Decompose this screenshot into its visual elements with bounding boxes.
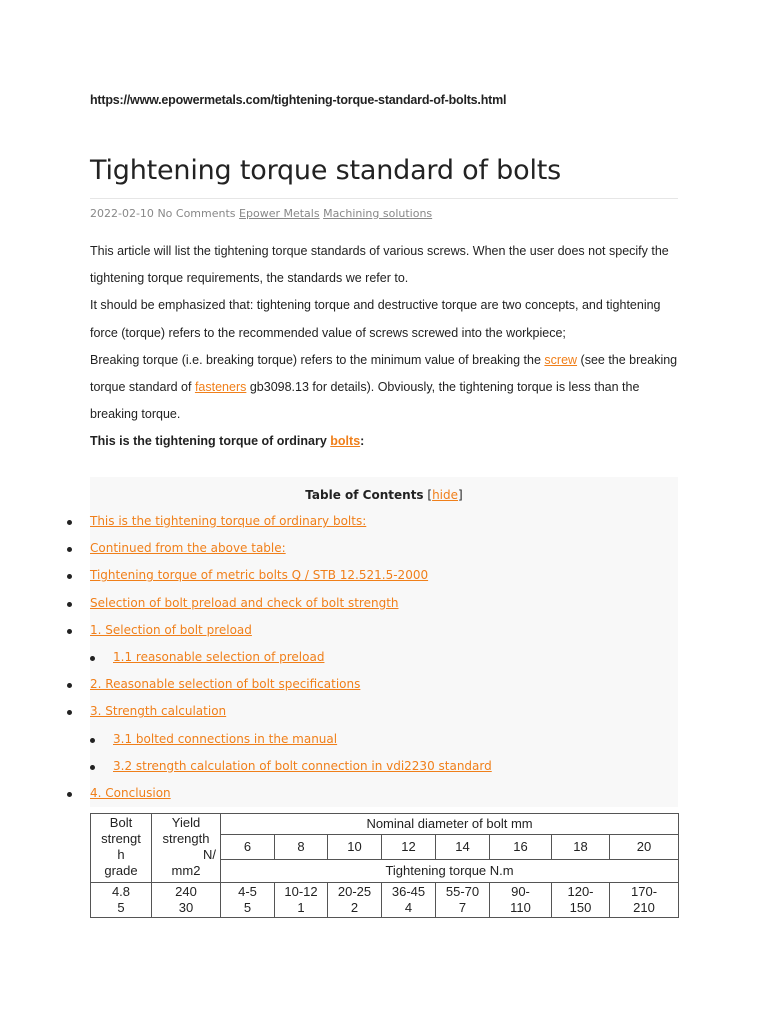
fasteners-link[interactable]: fasteners xyxy=(194,380,247,395)
bullet-icon xyxy=(67,574,72,579)
bolts-link[interactable]: bolts xyxy=(330,434,361,449)
cell-line: 36-45 xyxy=(391,884,426,899)
toc-title-text: Table of Contents xyxy=(305,488,424,502)
screw-link[interactable]: screw xyxy=(544,352,578,367)
cell-line: 210 xyxy=(633,900,655,915)
torque-cell xyxy=(436,883,490,918)
toc-link[interactable]: Selection of bolt preload and check of bolt strength xyxy=(90,595,399,610)
cell-line: 120- xyxy=(567,884,594,899)
section-heading-colon: : xyxy=(360,434,365,449)
category-link[interactable]: Machining solutions xyxy=(323,207,433,220)
cell-line: 2 xyxy=(350,900,359,915)
bullet-icon xyxy=(67,547,72,552)
torque-cell xyxy=(490,883,552,918)
torque-cell xyxy=(552,883,610,918)
cell-line: 1 xyxy=(297,900,305,915)
toc-link[interactable]: 1. Selection of bolt preload xyxy=(90,622,252,637)
toc-link[interactable]: 4. Conclusion xyxy=(90,785,171,800)
cell-line: 20-25 xyxy=(337,884,372,899)
source-url: https://www.epowermetals.com/tightening-torque-standard-of-bolts.html xyxy=(90,93,507,107)
grade-header-line: grade xyxy=(104,863,138,878)
author-link[interactable]: Epower Metals xyxy=(239,207,320,220)
bullet-icon xyxy=(67,792,72,797)
cell-line: 4-5 xyxy=(238,884,257,899)
torque-cell xyxy=(275,883,328,918)
grade-header-line: Bolt xyxy=(109,815,133,830)
torque-cell xyxy=(221,883,275,918)
diameter-cell: 16 xyxy=(490,835,552,860)
bullet-icon xyxy=(90,738,95,743)
cell-line: 170- xyxy=(631,884,658,899)
toc-bracket-open: [ xyxy=(423,488,433,502)
bullet-icon xyxy=(67,520,72,525)
post-meta xyxy=(90,207,432,220)
bullet-icon xyxy=(67,683,72,688)
bullet-icon xyxy=(67,602,72,607)
page-title: Tightening torque standard of bolts xyxy=(90,155,561,186)
toc-hide-toggle[interactable]: hide xyxy=(432,488,459,502)
article-paragraph-3 xyxy=(90,347,685,429)
header-bolt-grade xyxy=(91,814,152,883)
article-paragraph-1: This article will list the tightening torque standards of various screws. When the user does not specify the tightening torque requirements, the standards we refer to. xyxy=(90,244,669,286)
bullet-icon xyxy=(90,765,95,770)
cell-line: 4.8 xyxy=(111,884,131,899)
yield-cell xyxy=(152,883,221,918)
section-heading-text: This is the tightening torque of ordinary xyxy=(90,434,331,449)
torque-cell xyxy=(382,883,436,918)
diameter-cell: 12 xyxy=(382,835,436,860)
cell-line: 5 xyxy=(243,900,252,915)
cell-line: 150 xyxy=(569,900,592,915)
yield-header-line: strength xyxy=(162,831,210,846)
header-yield-strength xyxy=(152,814,221,883)
toc-title xyxy=(90,488,678,502)
cell-line: 10-12 xyxy=(284,884,318,899)
header-tightening-torque: Tightening torque N.m xyxy=(221,860,679,883)
article-body xyxy=(90,238,685,456)
toc-link[interactable]: 2. Reasonable selection of bolt specifications xyxy=(90,677,361,692)
cell-line: 5 xyxy=(117,900,125,915)
yield-header-line: Yield xyxy=(171,815,201,830)
bullet-icon xyxy=(67,710,72,715)
torque-cell xyxy=(328,883,382,918)
toc-link[interactable]: This is the tightening torque of ordinary bolts: xyxy=(90,514,367,528)
header-nominal-diameter: Nominal diameter of bolt mm xyxy=(221,814,679,835)
grade-header-line: strengt xyxy=(101,831,141,846)
toc-link[interactable]: Continued from the above table: xyxy=(90,541,286,556)
cell-line: 4 xyxy=(404,900,413,915)
cell-line: 55-70 xyxy=(445,884,480,899)
cell-line: 7 xyxy=(458,900,467,915)
diameter-cell: 6 xyxy=(221,835,275,860)
toc-link[interactable]: 3.2 strength calculation of bolt connection in vdi2230 standard xyxy=(113,758,492,773)
diameter-cell: 18 xyxy=(552,835,610,860)
toc-link[interactable]: 1.1 reasonable selection of preload xyxy=(113,649,325,664)
table-header-row xyxy=(91,814,679,835)
article-paragraph-2: It should be emphasized that: tightening torque and destructive torque are two concepts, and tightening force (torque) refers to the recommended value of screws screwed into the workpiece; xyxy=(90,298,661,340)
diameter-cell: 8 xyxy=(275,835,328,860)
yield-header-line: mm2 xyxy=(171,863,201,878)
bullet-icon xyxy=(90,656,95,661)
section-heading xyxy=(90,428,685,455)
torque-table xyxy=(90,813,679,918)
yield-header-line: N/ xyxy=(203,847,216,862)
bullet-icon xyxy=(67,629,72,634)
diameter-cell: 20 xyxy=(610,835,679,860)
paragraph-3-text-a: Breaking torque (i.e. breaking torque) refers to the minimum value of breaking the xyxy=(90,352,545,367)
cell-line: 90- xyxy=(511,884,530,899)
paragraph-3-text-b: (see the breaking torque standard of xyxy=(90,352,678,395)
toc-bracket-close: ] xyxy=(458,488,463,502)
cell-line: 240 xyxy=(175,884,197,899)
cell-line: 110 xyxy=(510,900,531,915)
torque-cell xyxy=(610,883,679,918)
cell-line: 30 xyxy=(178,900,194,915)
diameter-cell: 10 xyxy=(328,835,382,860)
comments-count: No Comments xyxy=(157,207,236,220)
post-date: 2022-02-10 xyxy=(90,207,154,220)
paragraph-3-text-c: gb3098.13 for details). Obviously, the tightening torque is less than the breaking torque. xyxy=(90,380,640,422)
toc-link[interactable]: 3.1 bolted connections in the manual xyxy=(113,731,338,746)
title-divider xyxy=(90,198,678,199)
table-row xyxy=(91,883,679,918)
grade-header-line: h xyxy=(117,847,125,862)
diameter-cell: 14 xyxy=(436,835,490,860)
toc-link[interactable]: Tightening torque of metric bolts Q / STB 12.521.5-2000 xyxy=(90,568,429,583)
toc-link[interactable]: 3. Strength calculation xyxy=(90,704,227,719)
grade-cell xyxy=(91,883,152,918)
